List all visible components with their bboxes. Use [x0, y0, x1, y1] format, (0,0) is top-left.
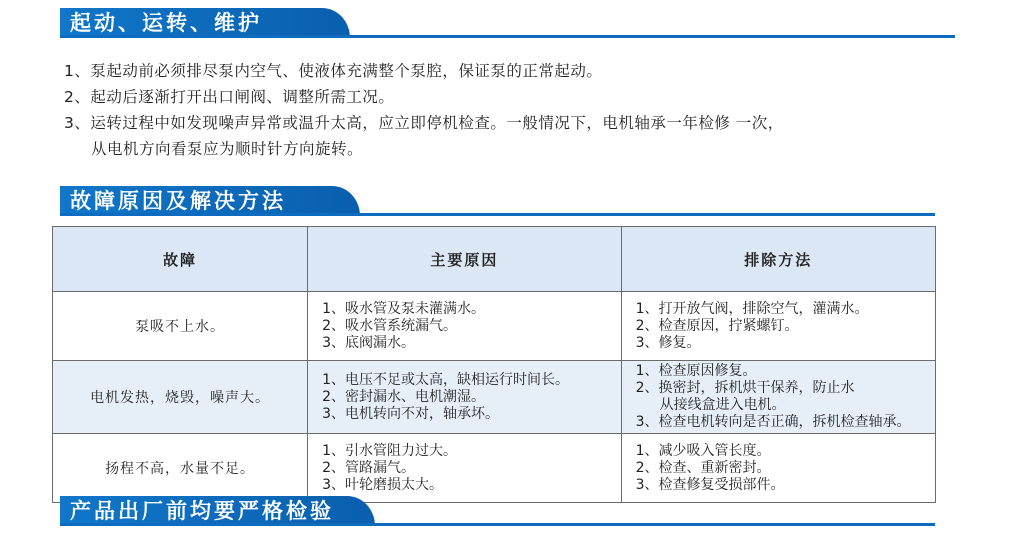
cause-item: 1、吸水管及泵未灌满水。 — [322, 300, 486, 317]
remedy-item: 2、检查、重新密封。 — [635, 459, 771, 476]
section-title-startup: 起动、运转、维护 — [70, 11, 262, 35]
remedy-item: 2、检查原因，拧紧螺钉。 — [635, 317, 799, 334]
causes-cell — [308, 434, 621, 503]
startup-step-2: 2、起动后逐渐打开出口闸阀、调整所需工况。 — [64, 88, 395, 106]
cause-item: 3、叶轮磨损太大。 — [322, 476, 444, 493]
remedy-item: 1、打开放气阀，排除空气，灌满水。 — [635, 300, 869, 317]
table-row — [53, 434, 936, 503]
startup-step-3-continued: 从电机方向看泵应为顺时针方向旋转。 — [91, 140, 364, 158]
cause-item: 2、管路漏气。 — [322, 459, 416, 476]
remedy-item: 3、检查修复受损部件。 — [635, 476, 785, 493]
section-header-faults — [60, 186, 935, 216]
startup-steps — [64, 58, 984, 162]
cause-item: 2、密封漏水、电机潮湿。 — [322, 388, 486, 405]
section-header-startup — [60, 8, 955, 38]
causes-cell — [308, 292, 621, 361]
header-causes: 主要原因 — [308, 227, 621, 292]
table-row — [53, 292, 936, 361]
section-title-inspection: 产品出厂前均要严格检验 — [70, 499, 334, 523]
fault-cell: 泵吸不上水。 — [53, 292, 308, 361]
causes-cell — [308, 361, 621, 434]
section-title-faults: 故障原因及解决方法 — [70, 189, 286, 213]
remedies-cell — [621, 434, 935, 503]
remedies-cell — [621, 292, 935, 361]
remedy-item: 1、检查原因修复。 — [635, 363, 757, 379]
section-header-inspection — [60, 496, 935, 526]
fault-cell: 扬程不高，水量不足。 — [53, 434, 308, 503]
remedy-item-continued: 从接线盒进入电机。 — [659, 397, 786, 413]
remedy-item: 3、检查电机转向是否正确，拆机检查轴承。 — [635, 414, 911, 430]
startup-step-3: 3、运转过程中如发现噪声异常或温升太高，应立即停机检查。一般情况下，电机轴承一年检修 一次， — [64, 114, 784, 132]
cause-item: 3、底阀漏水。 — [322, 334, 416, 351]
remedy-item: 2、换密封，拆机烘干保养，防止水 — [635, 380, 855, 396]
header-remedies: 排除方法 — [621, 227, 935, 292]
startup-step-1: 1、泵起动前必须排尽泵内空气、使液体充满整个泵腔，保证泵的正常起动。 — [64, 62, 603, 80]
fault-table — [52, 226, 936, 503]
fault-table-header-row — [53, 227, 936, 292]
remedy-item: 1、减少吸入管长度。 — [635, 442, 771, 459]
cause-item: 1、电压不足或太高，缺相运行时间长。 — [322, 371, 570, 388]
header-fault: 故障 — [53, 227, 308, 292]
remedy-item: 3、修复。 — [635, 334, 701, 351]
cause-item: 3、电机转向不对，轴承坏。 — [322, 405, 500, 422]
cause-item: 1、引水管阻力过大。 — [322, 442, 458, 459]
cause-item: 2、吸水管系统漏气。 — [322, 317, 458, 334]
table-row — [53, 361, 936, 434]
fault-cell: 电机发热，烧毁，噪声大。 — [53, 361, 308, 434]
remedies-cell — [621, 361, 935, 434]
